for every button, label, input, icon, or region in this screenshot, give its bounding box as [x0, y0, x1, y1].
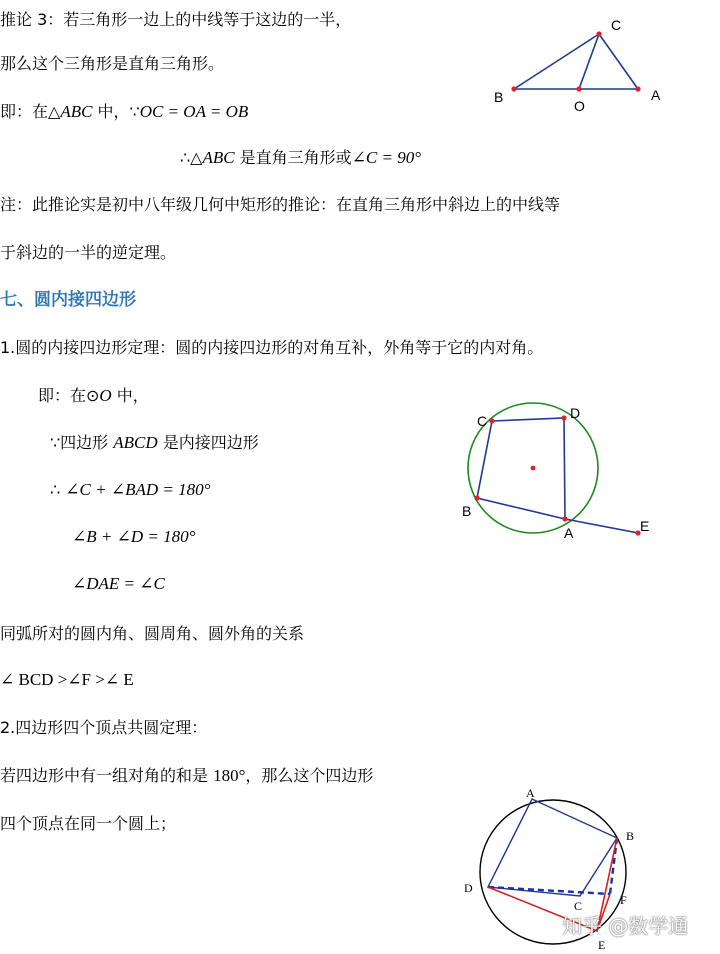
condition-mid: 中，∵: [92, 102, 140, 121]
quad-lines: [477, 418, 638, 533]
label-a: A: [526, 786, 535, 800]
corollary3-line2: 那么这个三角形是直角三角形。: [0, 54, 225, 73]
segment-oc: [579, 34, 599, 89]
label-e: E: [598, 938, 606, 952]
triangle-abc-label: ABC: [60, 102, 93, 121]
label-b: B: [626, 829, 635, 843]
triangle-figure: [480, 14, 680, 114]
condition-equation: OC = OA = OB: [139, 102, 249, 121]
triangle-lines: [514, 34, 638, 89]
condition-prefix: 即：在△: [0, 102, 61, 121]
equation-2: ∠B + ∠D = 180°: [72, 527, 196, 546]
label-o: O: [574, 98, 585, 114]
circle-o-label: O: [99, 386, 112, 405]
label-e: E: [640, 518, 650, 534]
theorem2-line2: 四个顶点在同一个圆上；: [0, 814, 177, 833]
segment-ca: [599, 34, 638, 89]
that-is-line: [38, 386, 149, 406]
conclusion-prefix: ∴△: [180, 148, 203, 167]
point-c: [596, 31, 601, 36]
center-o: [531, 466, 536, 471]
label-d: D: [570, 405, 581, 421]
label-c: C: [611, 17, 622, 33]
conclusion-equation: ∠C = 90°: [351, 148, 422, 167]
because-prefix: ∵四边形: [50, 433, 114, 452]
equation-1: ∠C + ∠BAD = 180°: [65, 480, 211, 499]
theorem1: 1.圆的内接四边形定理：圆的内接四边形的对角互补，外角等于它的内对角。: [0, 338, 544, 357]
label-b: B: [494, 89, 504, 105]
label-b: B: [462, 503, 472, 519]
segment-bc: [514, 34, 599, 89]
theorem2-line1-a: 若四边形中有一组对角的和是: [0, 766, 214, 785]
section7-heading: 七、圆内接四边形: [0, 290, 136, 310]
that-is-suffix: 中，: [111, 386, 149, 405]
point-a: [562, 516, 567, 521]
point-o: [576, 86, 581, 91]
label-c: C: [477, 413, 488, 429]
arc-relation: 同弧所对的圆内角、圆周角、圆外角的关系: [0, 624, 305, 643]
point-b: [511, 86, 516, 91]
theorem2-line1: [0, 766, 373, 786]
angle-order: ∠ BCD >∠F >∠ E: [0, 670, 134, 689]
label-a: A: [564, 525, 574, 541]
point-a: [635, 86, 640, 91]
theorem2: 2.四边形四个顶点共圆定理：: [0, 718, 208, 737]
because-line: [50, 433, 259, 453]
corollary3-conclusion: [180, 148, 421, 168]
label-d: D: [464, 881, 473, 895]
that-is-prefix: 即：在⊙: [38, 386, 100, 405]
point-b: [474, 495, 479, 500]
inscribed-quad-figure: [440, 398, 680, 548]
extension-ae: [565, 519, 638, 533]
label-f: F: [620, 893, 627, 907]
label-a: A: [651, 87, 661, 103]
quad-abcd-label: ABCD: [113, 433, 158, 452]
point-c: [489, 418, 494, 423]
watermark: 知乎 @数学通: [562, 914, 689, 938]
corollary3-line1: 推论 3：若三角形一边上的中线等于这边的一半，: [0, 10, 352, 29]
point-d: [561, 415, 566, 420]
corollary3-condition: [0, 102, 248, 122]
therefore-line: [50, 480, 210, 500]
therefore-symbol: ∴: [50, 480, 61, 499]
because-suffix: 是内接四边形: [157, 433, 259, 452]
theorem2-line1-b: ，那么这个四边形: [245, 766, 374, 785]
quad-abcd-2: [488, 799, 617, 896]
conclusion-mid: 是直角三角形或: [234, 148, 352, 167]
equation-3: ∠DAE = ∠C: [72, 574, 165, 593]
theorem2-number: 180°: [213, 766, 246, 785]
note-line2: 于斜边的一半的逆定理。: [0, 243, 177, 262]
note-line1: 注：此推论实是初中八年级几何中矩形的推论：在直角三角形中斜边上的中线等: [0, 195, 561, 214]
label-c: C: [574, 899, 583, 913]
triangle-abc-label-2: ABC: [202, 148, 235, 167]
quad-abcd: [477, 418, 565, 519]
